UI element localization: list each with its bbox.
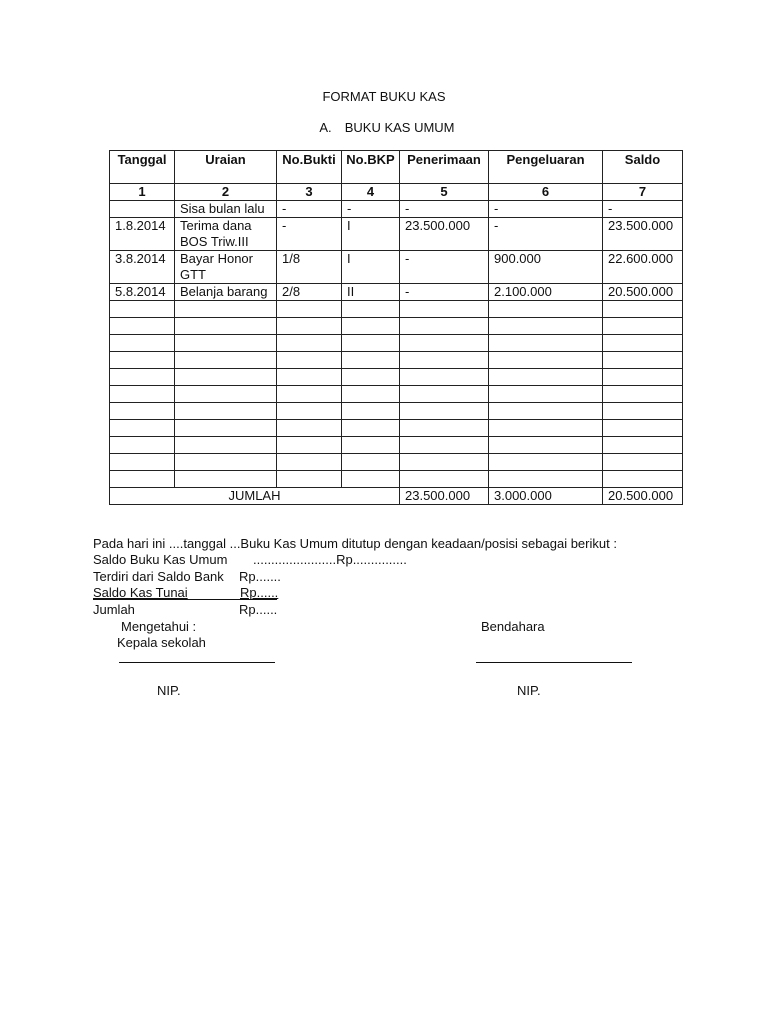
empty-row [110,437,683,454]
signature-left-nip: NIP. [157,683,181,698]
cell-tanggal: 3.8.2014 [110,251,175,284]
cell-no-bukti: 1/8 [277,251,342,284]
cell-no-bukti: 2/8 [277,284,342,301]
table-row [110,251,683,284]
cell-uraian: Terima dana BOS Triw.III [175,218,277,251]
empty-row [110,403,683,420]
cell-penerimaan: - [400,201,489,218]
cell-saldo: 23.500.000 [603,218,683,251]
cell-penerimaan: - [400,284,489,301]
signature-right-title: Bendahara [481,619,545,634]
header-penerimaan: Penerimaan [400,151,489,184]
cell-uraian: Sisa bulan lalu [175,201,277,218]
cell-no-bkp: I [342,218,400,251]
column-number: 4 [342,184,400,201]
cell-tanggal: 5.8.2014 [110,284,175,301]
empty-row [110,386,683,403]
cell-uraian: Bayar Honor GTT [175,251,277,284]
signature-right-line [476,662,632,663]
total-saldo: 20.500.000 [603,488,683,505]
empty-row [110,471,683,488]
table-row [110,201,683,218]
column-number: 7 [603,184,683,201]
cell-no-bukti: - [277,201,342,218]
saldo-bank-label: Terdiri dari Saldo Bank [93,569,224,584]
header-no-bkp: No.BKP [342,151,400,184]
empty-row [110,318,683,335]
saldo-bku-label: Saldo Buku Kas Umum [93,552,228,567]
section-number: A. [319,120,332,135]
section-title: BUKU KAS UMUM [344,120,455,135]
saldo-tunai-label: Saldo Kas Tunai [93,585,188,600]
empty-row [110,369,683,386]
cell-no-bkp: - [342,201,400,218]
empty-row [110,454,683,471]
saldo-tunai-value: Rp...... [240,585,279,600]
cell-pengeluaran: 900.000 [489,251,603,284]
closing-statement: Pada hari ini ....tanggal ...Buku Kas Umum ditutup dengan keadaan/posisi sebagai berikut : [93,536,617,551]
empty-row [110,301,683,318]
subtotal-underline [93,599,277,600]
saldo-bku-value: .......................Rp............... [253,552,407,567]
total-label: JUMLAH [110,488,400,505]
signature-right-nip: NIP. [517,683,541,698]
cell-penerimaan: - [400,251,489,284]
column-number: 6 [489,184,603,201]
signature-left-title: Mengetahui : [121,619,197,634]
cell-saldo: 22.600.000 [603,251,683,284]
header-tanggal: Tanggal [110,151,175,184]
column-number: 3 [277,184,342,201]
header-pengeluaran: Pengeluaran [489,151,603,184]
header-uraian: Uraian [175,151,277,184]
total-pengeluaran: 3.000.000 [489,488,603,505]
empty-row [110,420,683,437]
empty-row [110,335,683,352]
cell-pengeluaran: - [489,201,603,218]
header-saldo: Saldo [603,151,683,184]
signature-left-line [119,662,275,663]
cell-no-bkp: I [342,251,400,284]
column-number: 2 [175,184,277,201]
cell-no-bukti: - [277,218,342,251]
header-no-bukti: No.Bukti [277,151,342,184]
cell-pengeluaran: - [489,218,603,251]
empty-row [110,352,683,369]
cell-saldo: - [603,201,683,218]
section-heading [0,120,768,135]
table-row [110,284,683,301]
saldo-bank-value: Rp....... [239,569,281,584]
cash-book-table [109,150,683,505]
jumlah-label: Jumlah [93,602,135,617]
cell-pengeluaran: 2.100.000 [489,284,603,301]
cell-uraian: Belanja barang [175,284,277,301]
column-number: 1 [110,184,175,201]
cell-saldo: 20.500.000 [603,284,683,301]
cell-tanggal: 1.8.2014 [110,218,175,251]
jumlah-value: Rp...... [239,602,278,617]
table-header-row [110,151,683,184]
signature-left-role: Kepala sekolah [117,635,206,650]
cell-tanggal [110,201,175,218]
column-number-row [110,184,683,201]
cell-no-bkp: II [342,284,400,301]
column-number: 5 [400,184,489,201]
document-title: FORMAT BUKU KAS [322,89,446,104]
total-row [110,488,683,505]
table-row [110,218,683,251]
cell-penerimaan: 23.500.000 [400,218,489,251]
total-penerimaan: 23.500.000 [400,488,489,505]
